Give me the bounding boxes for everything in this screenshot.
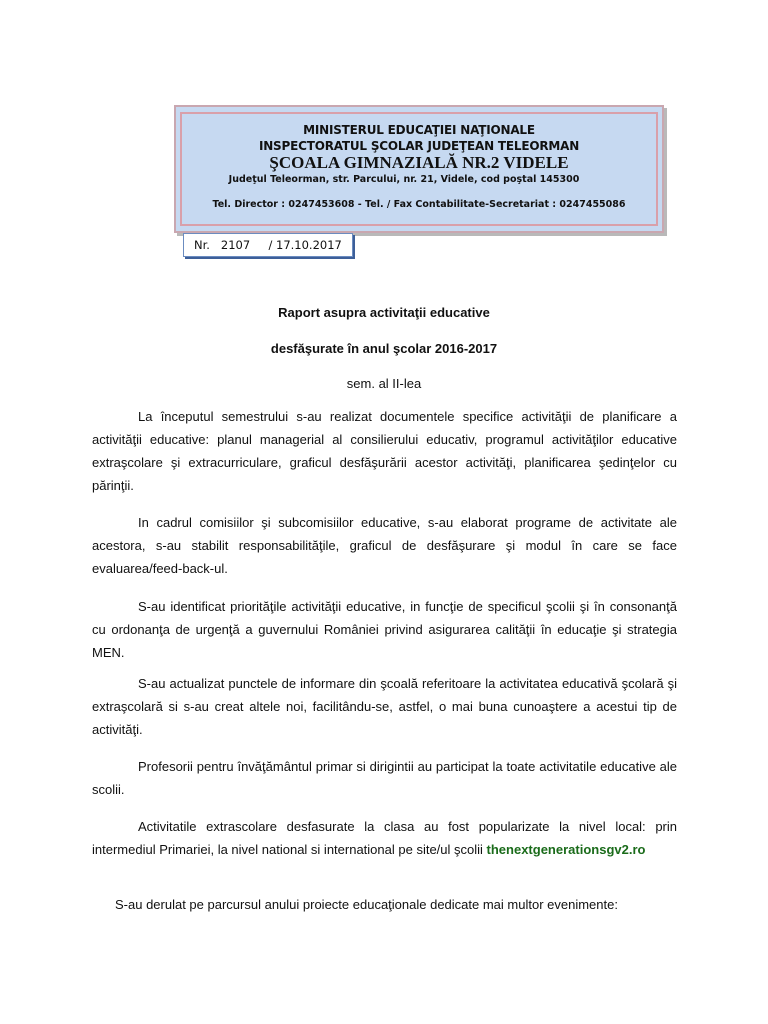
semester-label: sem. al II-lea <box>346 376 422 391</box>
registration-number-box <box>183 233 353 257</box>
letterhead-inner-frame <box>180 112 658 226</box>
registration-label: Nr. <box>194 238 210 252</box>
registration-date: / 17.10.2017 <box>268 238 342 252</box>
inspectorate-name: INSPECTORATUL ŞCOLAR JUDEŢEAN TELEORMAN <box>258 139 580 153</box>
school-phones: Tel. Director : 0247453608 - Tel. / Fax Contabilitate-Secretariat : 0247455086 <box>212 199 626 210</box>
school-letterhead <box>174 105 664 233</box>
report-title-line1: Raport asupra activitaţii educative <box>278 305 490 320</box>
paragraph-promotion <box>92 815 677 861</box>
paragraph-teachers: Profesorii pentru învăţământul primar si dirigintii au participat la toate activitatile educative ale scolii. <box>92 759 677 797</box>
paragraph-planning: La începutul semestrului s-au realizat documentele specifice activităţii de planificare a activităţii educative: planul managerial al consilierului educativ, programul activităţilor educative extraşcolare şi extracurriculare, graficul desfăşurării acestor activităţi, planificarea şedinţelor cu părinţii. <box>92 409 677 493</box>
paragraph-priorities: S-au identificat priorităţile activităţii educative, in funcţie de specificul şcolii şi în consonanţă cu ordonanţa de urgenţă a guvernului României privind asigurarea calităţii în educaţie şi strategia MEN. <box>92 599 677 660</box>
school-website-link[interactable]: thenextgenerationsgv2.ro <box>486 842 646 857</box>
paragraph-information-points: S-au actualizat punctele de informare din şcoală referitoare la activitatea educativă şcolară şi extraşcolară si s-au creat altele noi, facilitându-se, astfel, o mai buna cunoaştere a acestui tip de activităţi. <box>92 676 677 737</box>
school-name: ŞCOALA GIMNAZIALĂ NR.2 VIDELE <box>269 153 569 172</box>
paragraph-commissions: In cadrul comisiilor şi subcomisiilor educative, s-au elaborat programe de activitate ale acestora, s-au stabilit responsabilităţile, graficul de desfăşurare şi modul în care se face evaluarea/feed-back-ul. <box>92 515 677 576</box>
ministry-name: MINISTERUL EDUCAŢIEI NAŢIONALE <box>303 123 535 137</box>
report-title-line2: desfăşurate în anul şcolar 2016-2017 <box>270 341 498 356</box>
paragraph-promotion-text: Activitatile extrascolare desfasurate la clasa au fost popularizate la nivel local: prin intermediul Primariei, la nivel national si international pe site/ul şcolii <box>92 819 677 857</box>
paragraph-projects: S-au derulat pe parcursul anului proiecte educaţionale dedicate mai multor evenimente: <box>115 897 618 912</box>
school-address: Judeţul Teleorman, str. Parcului, nr. 21, Videle, cod poştal 145300 <box>228 174 580 185</box>
registration-number: 2107 <box>220 238 251 252</box>
